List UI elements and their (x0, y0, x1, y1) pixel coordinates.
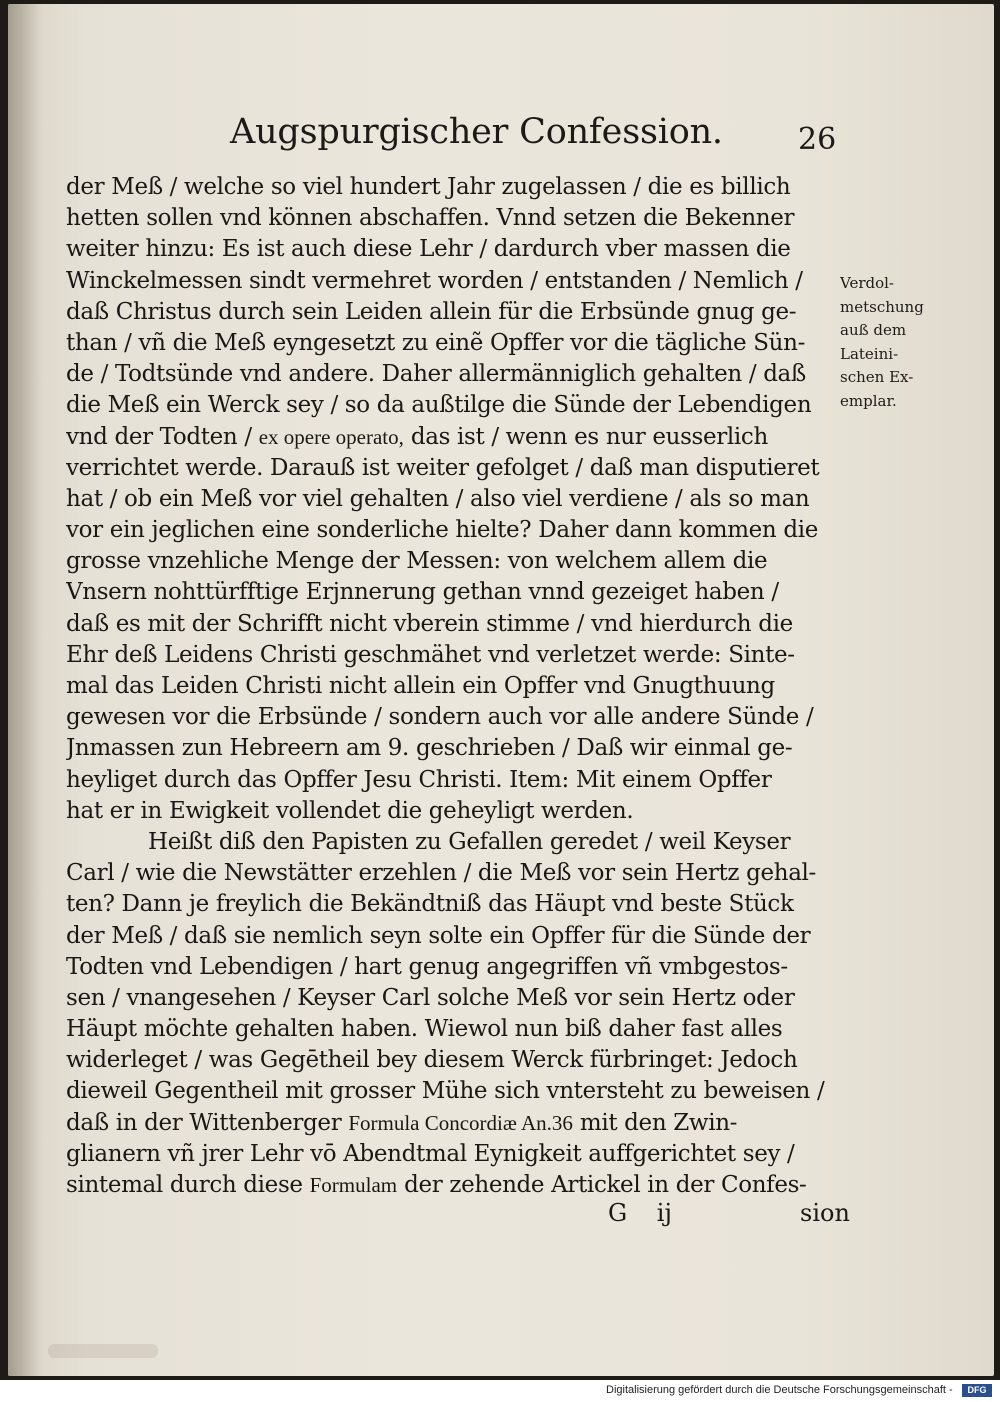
text-line-fraktur: die Meß ein Werck sey / so da außtilge die Sünde der Lebendigen (66, 392, 812, 419)
text-line-fraktur: der zehende Artickel in der Confes- (397, 1172, 807, 1198)
text-line-fraktur: daß es mit der Schrifft nicht vberein stimme / vnd hierdurch die (66, 610, 793, 637)
text-line-fraktur: Winckelmessen sindt vermehret worden / entstanden / Nemlich / (66, 267, 803, 294)
text-line (66, 1170, 856, 1201)
text-line-fraktur: gewesen vor die Erbsünde / sondern auch vor alle andere Sünde / (66, 704, 814, 731)
text-line (66, 1108, 856, 1139)
text-line (66, 796, 856, 827)
text-line-fraktur: dieweil Gegentheil mit grosser Mühe sich vntersteht zu beweisen / (66, 1078, 825, 1105)
text-line (66, 203, 856, 234)
text-line-fraktur: das ist / wenn es nur eusserlich (403, 423, 768, 450)
text-line-fraktur: daß in der Wittenberger (66, 1109, 349, 1136)
text-line-fraktur: weiter hinzu: Es ist auch diese Lehr / dardurch vber massen die (66, 236, 791, 263)
text-line (66, 234, 856, 265)
text-line-latin: ex opere operato, (258, 424, 404, 449)
text-line-fraktur: Heißt diß den Papisten zu Gefallen geredet / weil Keyser (148, 828, 791, 855)
text-line-fraktur: Vnsern nohttürfftige Erjnnerung gethan vnnd gezeiget haben / (66, 579, 779, 606)
marginal-note-line: Lateini- (840, 344, 899, 363)
text-line (66, 1014, 856, 1045)
text-line (66, 640, 856, 671)
text-line (66, 671, 856, 702)
text-line-fraktur: vnd der Todten / (66, 423, 259, 450)
text-line (66, 983, 856, 1014)
text-line-latin: Formulam (309, 1173, 398, 1197)
text-line (66, 390, 856, 421)
text-line (66, 952, 856, 983)
text-line (66, 1045, 856, 1076)
catchword: sion (800, 1199, 850, 1227)
text-line-fraktur: der Meß / welche so viel hundert Jahr zugelassen / die es billich (66, 174, 791, 200)
text-line (66, 359, 856, 390)
book-page (8, 4, 994, 1376)
text-line (66, 733, 856, 764)
text-line (66, 858, 856, 889)
text-line-fraktur: grosse vnzehliche Menge der Messen: von welchem allem die (66, 548, 768, 575)
marginal-note-line: metschung (840, 297, 924, 316)
text-line-fraktur: hetten sollen vnd können abschaffen. Vnnd setzen die Bekenner (66, 205, 795, 232)
text-line-fraktur: daß Christus durch sein Leiden allein für die Erbsünde gnug ge- (66, 298, 797, 325)
text-line-fraktur: glianern vñ jrer Lehr vō Abendtmal Eynigkeit auffgerichtet sey / (66, 1140, 795, 1167)
body-text (66, 172, 856, 1201)
text-line (66, 515, 856, 546)
signature-mark: G ij (608, 1199, 672, 1227)
text-line-fraktur: than / vñ die Meß eyngesetzt zu einẽ Opffer vor die tägliche Sün- (66, 329, 806, 356)
text-line-fraktur: heyliget durch das Opffer Jesu Christi. Item: Mit einem Opffer (66, 766, 772, 793)
text-line (66, 266, 856, 297)
text-line (66, 453, 856, 484)
text-line (66, 827, 856, 858)
text-line-fraktur: verrichtet werde. Darauß ist weiter gefolget / daß man disputieret (66, 454, 820, 481)
text-line (66, 577, 856, 608)
text-line (66, 328, 856, 359)
digitization-footer (0, 1380, 1000, 1402)
text-line (66, 1139, 856, 1170)
text-line (66, 1076, 856, 1107)
text-line (66, 484, 856, 515)
text-line (66, 889, 856, 920)
text-line-fraktur: der Meß / daß sie nemlich seyn solte ein Opffer für die Sünde der (66, 922, 811, 949)
text-line-fraktur: sintemal durch diese (66, 1172, 310, 1198)
text-line-fraktur: mit den Zwin- (572, 1109, 738, 1136)
text-line (66, 422, 856, 453)
text-line (66, 546, 856, 577)
text-line-fraktur: Häupt möchte gehalten haben. Wiewol nun biß daher fast alles (66, 1016, 783, 1043)
marginal-note (840, 272, 948, 413)
footer-credit-text: Digitalisierung gefördert durch die Deutsche Forschungsgemeinschaft - (606, 1384, 953, 1396)
running-head-title: Augspurgischer Confession. (230, 112, 723, 152)
marginal-note-line: Verdol- (840, 274, 895, 292)
text-line-fraktur: Jnmassen zun Hebreern am 9. geschrieben / Daß wir einmal ge- (66, 735, 793, 762)
text-line-fraktur: de / Todtsünde vnd andere. Daher allermänniglich gehalten / daß (66, 361, 806, 388)
text-line-fraktur: widerleget / was Gegētheil bey diesem Werck fürbringet: Jedoch (66, 1047, 798, 1074)
text-line (66, 297, 856, 328)
marginal-note-line: emplar. (840, 391, 897, 410)
text-line-fraktur: Carl / wie die Newstätter erzehlen / die Meß vor sein Hertz gehal- (66, 860, 816, 887)
marginal-note-line: schen Ex- (840, 368, 914, 386)
text-line-fraktur: Ehr deß Leidens Christi geschmähet vnd verletzet werde: Sinte- (66, 641, 795, 668)
text-line-latin: Formula Concordiæ An.36 (348, 1110, 573, 1135)
text-line (66, 172, 856, 203)
dfg-logo-icon: DFG (962, 1384, 992, 1397)
text-line (66, 609, 856, 640)
text-line-fraktur: hat / ob ein Meß vor viel gehalten / also viel verdiene / als so man (66, 485, 810, 512)
text-line (66, 765, 856, 796)
text-line-fraktur: ten? Dann je freylich die Bekändtniß das Häupt vnd beste Stück (66, 891, 794, 918)
text-line (66, 702, 856, 733)
text-line-fraktur: sen / vnangesehen / Keyser Carl solche Meß vor sein Hertz oder (66, 984, 795, 1011)
text-line-fraktur: mal das Leiden Christi nicht allein ein Opffer vnd Gnugthuung (66, 673, 775, 699)
marginal-note-line: auß dem (840, 321, 907, 339)
page-number: 26 (798, 122, 837, 157)
text-line-fraktur: hat er in Ewigkeit vollendet die geheyligt werden. (66, 797, 634, 824)
text-line (66, 921, 856, 952)
text-line-fraktur: Todten vnd Lebendigen / hart genug angegriffen vñ vmbgestos- (66, 953, 788, 980)
text-line-fraktur: vor ein jeglichen eine sonderliche hielte? Daher dann kommen die (66, 517, 818, 544)
